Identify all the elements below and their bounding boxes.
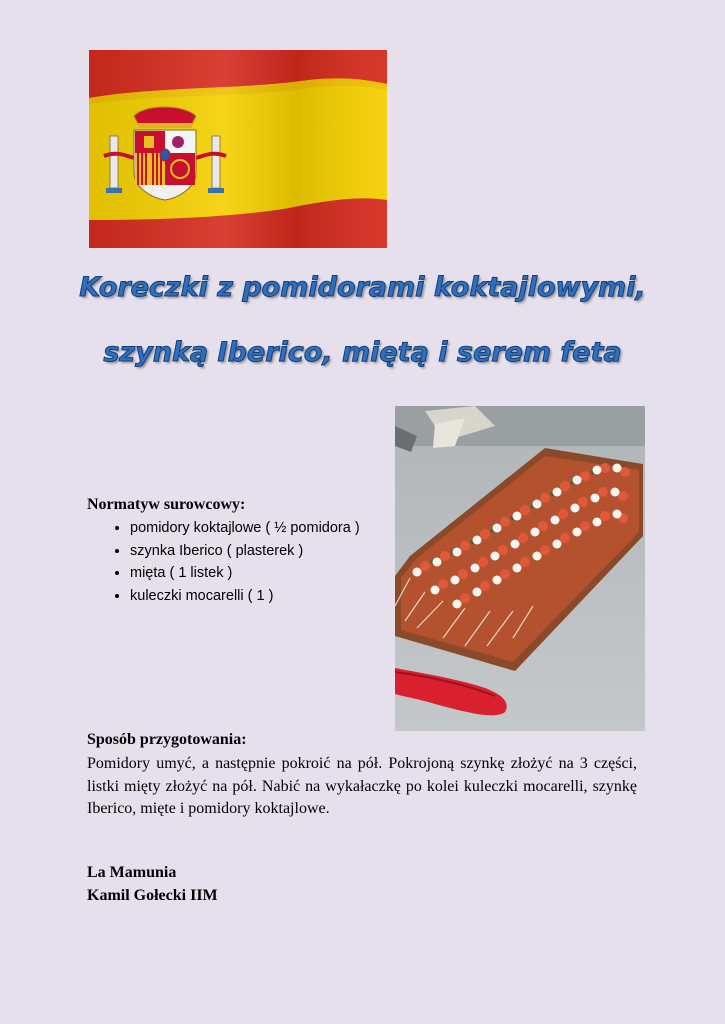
list-item: • szynka Iberico ( plasterek ) xyxy=(130,540,360,563)
list-item: • pomidory koktajlowe ( ½ pomidora ) xyxy=(130,517,360,540)
list-item: • mięta ( 1 listek ) xyxy=(130,562,360,585)
recipe-title-line-2: szynką Iberico, miętą i serem feta xyxy=(103,337,622,368)
appetizer-tray-photo xyxy=(395,406,645,731)
recipe-title-line-1: Koreczki z pomidorami koktajlowymi, xyxy=(79,272,646,303)
author-name: Kamil Gołecki IIM xyxy=(87,887,218,904)
method-text: Pomidory umyć, a następnie pokroić na pół. Pokrojoną szynkę złożyć na 3 części, listki mięty złożyć na pół. Nabić na wykałaczkę po kolei kuleczki mocarelli, szynkę Iberico, mięte i pomidory koktajlowe. xyxy=(87,755,637,817)
restaurant-name: La Mamunia xyxy=(87,864,177,881)
spain-flag-image xyxy=(89,50,387,248)
ingredients-list xyxy=(108,517,360,607)
method-heading: Sposób przygotowania: xyxy=(87,731,247,748)
list-item: • kuleczki mocarelli ( 1 ) xyxy=(130,585,360,608)
ingredients-heading: Normatyw surowcowy: xyxy=(87,496,246,513)
